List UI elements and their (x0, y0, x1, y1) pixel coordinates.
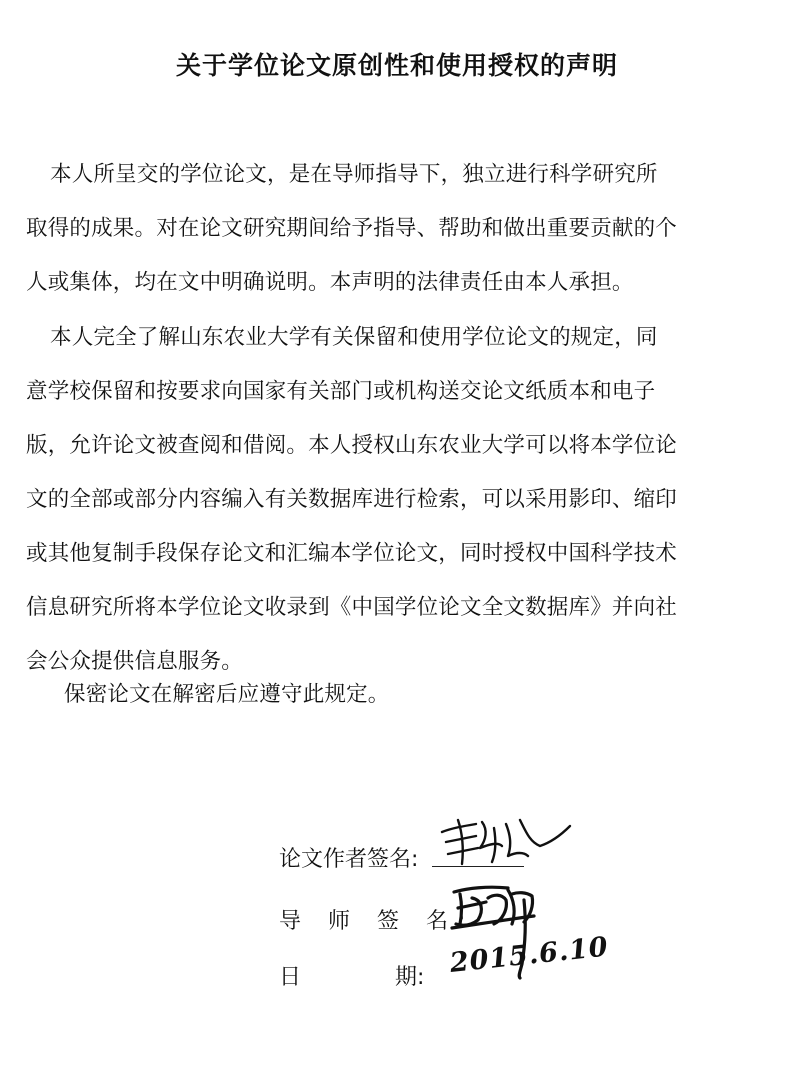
paragraph-line: 取得的成果。对在论文研究期间给予指导、帮助和做出重要贡献的个 (26, 216, 678, 241)
paragraph-line: 会公众提供信息服务。 (26, 649, 244, 674)
paragraph-line: 保密论文在解密后应遵守此规定。 (64, 682, 390, 707)
document-title: 关于学位论文原创性和使用授权的声明 (175, 51, 618, 80)
paragraph-line: 本人完全了解山东农业大学有关保留和使用学位论文的规定，同 (50, 325, 658, 350)
date-row (279, 960, 424, 991)
date-label-day: 日 (279, 965, 302, 990)
paragraph-line: 或其他复制手段保存论文和汇编本学位论文，同时授权中国科学技术 (26, 541, 678, 566)
paragraph-originality (26, 148, 746, 310)
author-signature-row (279, 842, 418, 873)
paragraph-line: 人或集体，均在文中明确说明。本声明的法律责任由本人承担。 (26, 270, 634, 295)
advisor-signature-label: 导 师 签 名: (279, 909, 476, 934)
author-signature-label: 论文作者签名: (279, 847, 419, 872)
paragraph-authorization (26, 311, 746, 689)
paragraph-line: 版，允许论文被查阅和借阅。本人授权山东农业大学可以将本学位论 (26, 433, 678, 458)
author-handwritten-signature (436, 812, 576, 874)
date-label-period: 期: (395, 965, 425, 990)
paragraph-line: 信息研究所将本学位论文收录到《中国学位论文全文数据库》并向社 (26, 595, 678, 620)
paragraph-line: 本人所呈交的学位论文，是在导师指导下，独立进行科学研究所 (50, 162, 658, 187)
handwritten-date: 2015.6.10 (448, 931, 611, 979)
paragraph-line: 意学校保留和按要求向国家有关部门或机构送交论文纸质本和电子 (26, 379, 656, 404)
advisor-signature-row (279, 904, 475, 935)
paragraph-confidential (26, 668, 746, 722)
paragraph-line: 文的全部或部分内容编入有关数据库进行检索，可以采用影印、缩印 (26, 487, 678, 512)
